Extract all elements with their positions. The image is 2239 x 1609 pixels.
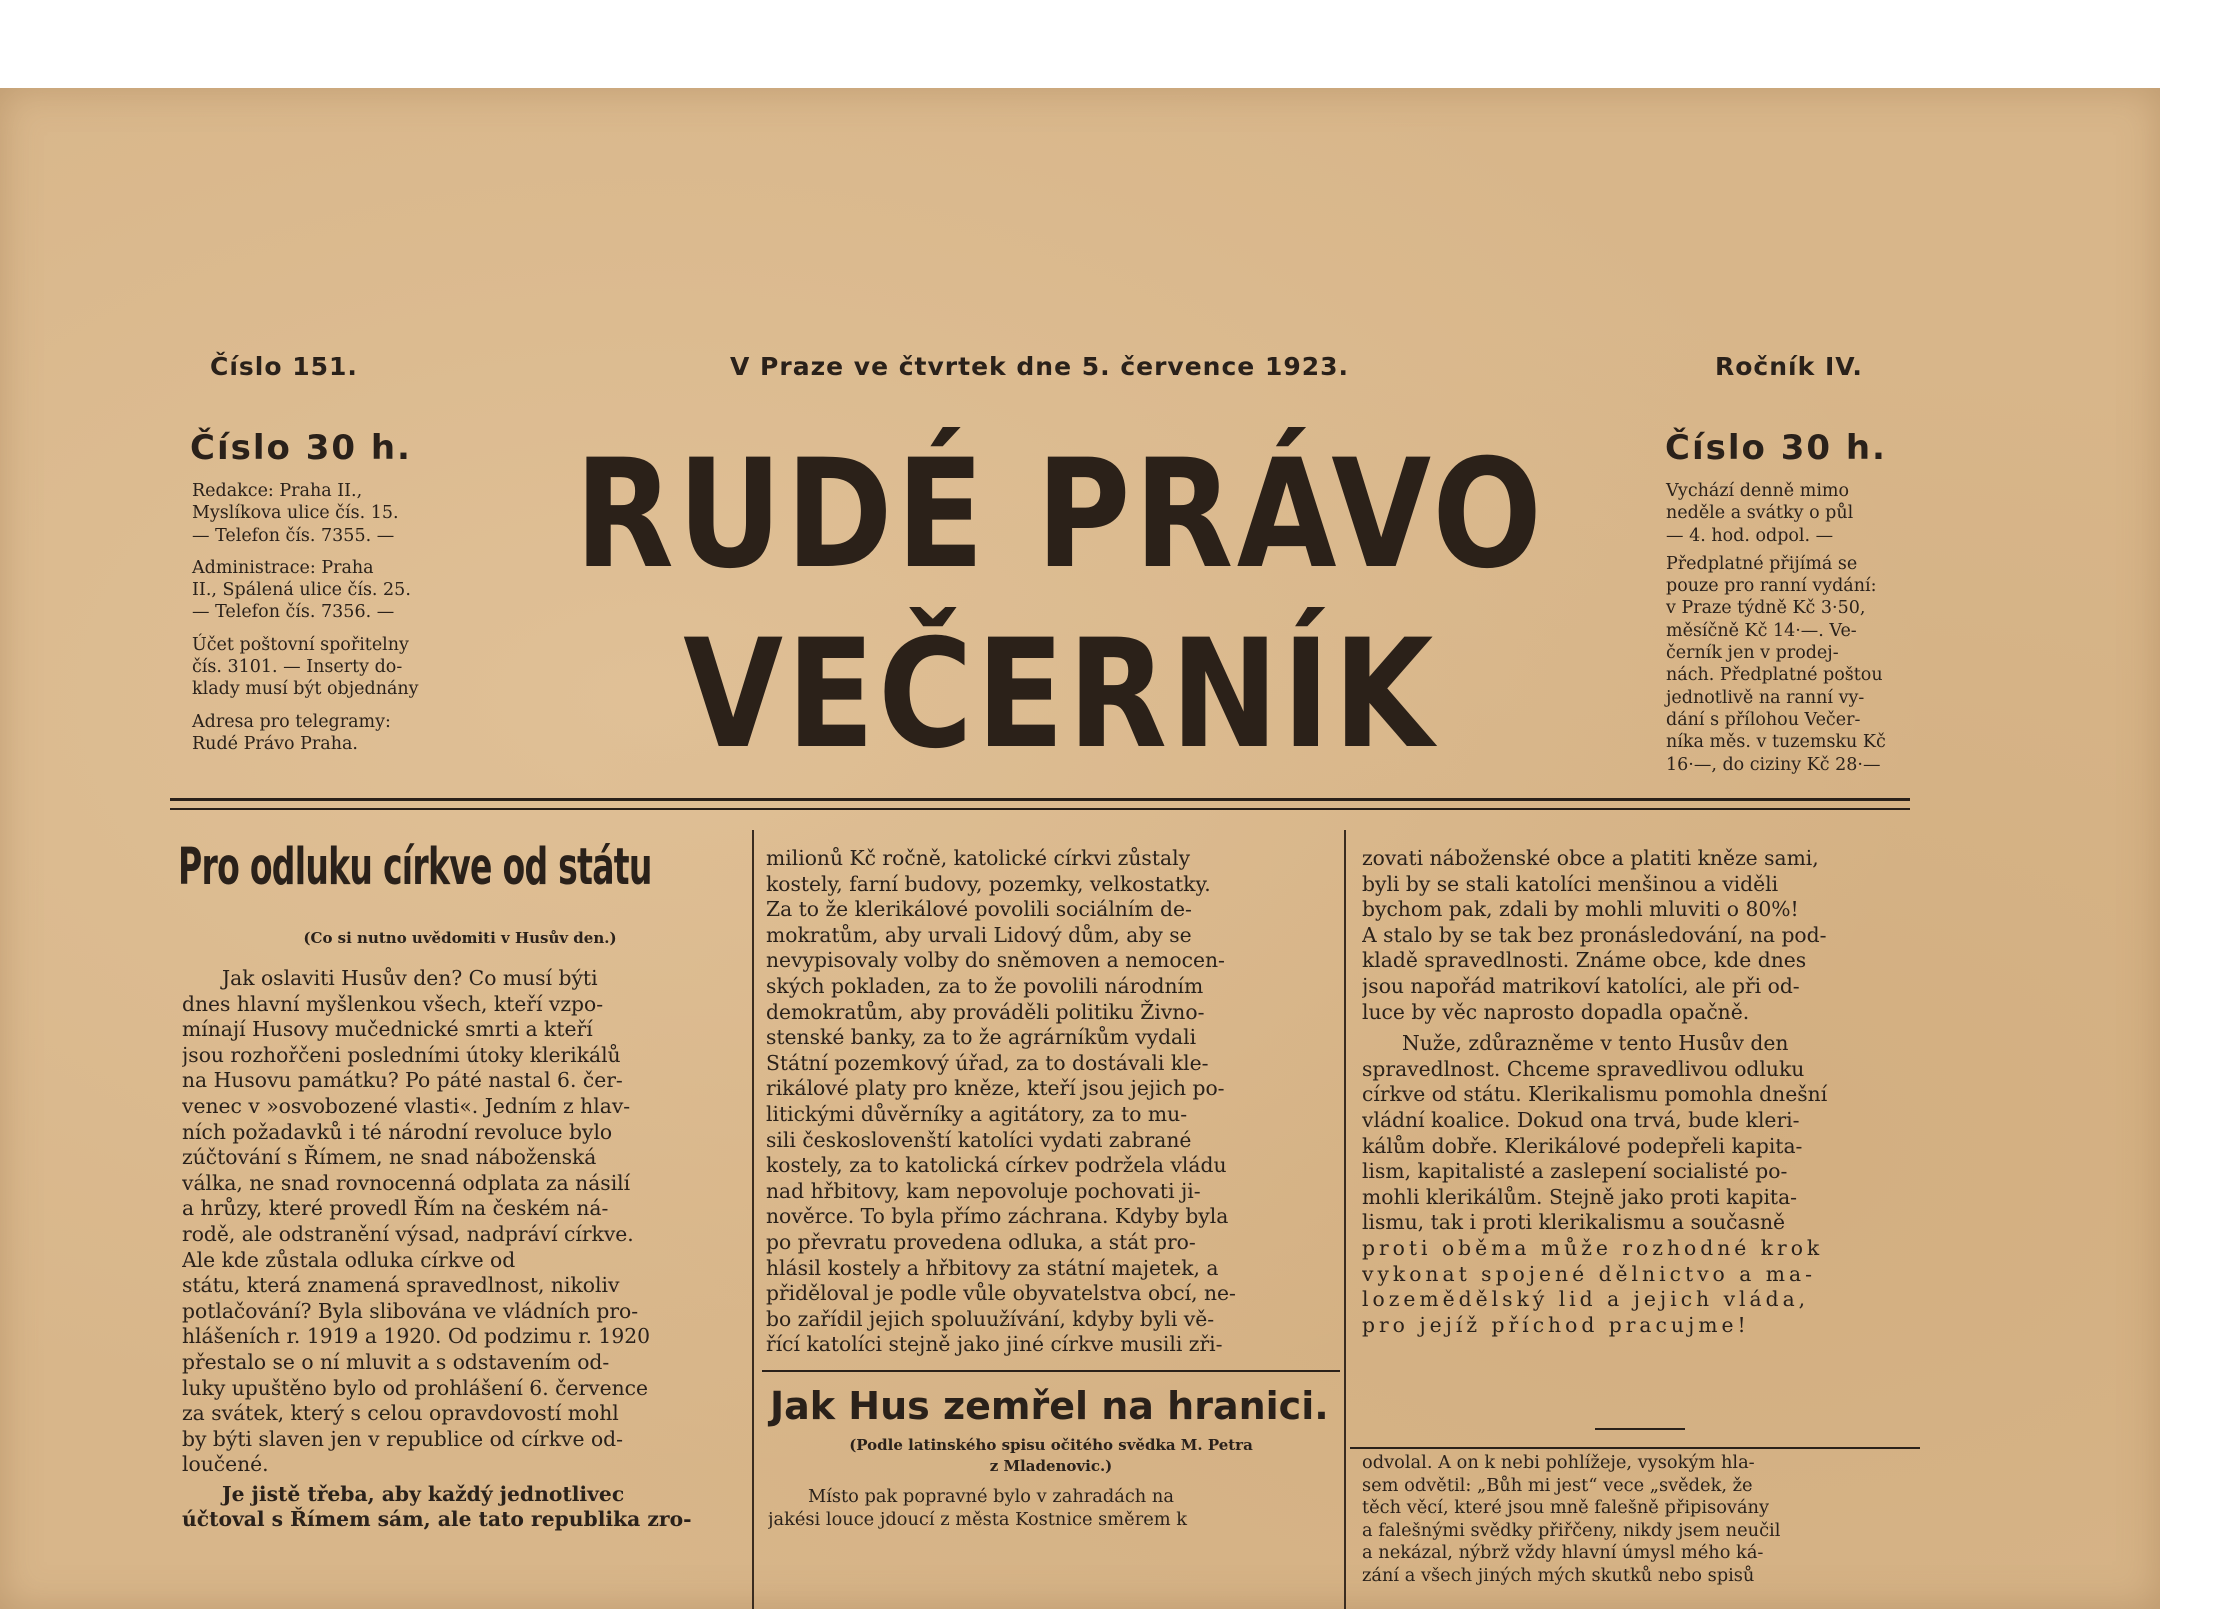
text-line: na Husovu památku? Po páté nastal 6. čer- <box>182 1068 623 1093</box>
text-line: odvolal. A on k nebi pohlížeje, vysokým hla- <box>1362 1452 1755 1473</box>
text-line: vykonat spojené dělnictvo a ma- <box>1362 1261 1816 1286</box>
text-line: válka, ne snad rovnocenná odplata za násilí <box>182 1170 631 1195</box>
right-info-line: — 4. hod. odpol. — <box>1666 525 1834 546</box>
article2-subtitle <box>762 1435 1340 1477</box>
text-line: Jak oslaviti Husův den? Co musí býti <box>222 966 598 990</box>
article-column-3 <box>1362 846 1918 1338</box>
text-line: účtoval s Římem sám, ale tato republika zro- <box>182 1507 692 1532</box>
text-line: kálům dobře. Klerikálové podepřeli kapita- <box>1362 1133 1803 1158</box>
left-info-line: Adresa pro telegramy: <box>192 711 391 732</box>
article-separator <box>1350 1447 1920 1449</box>
column-divider <box>1344 830 1346 1609</box>
text-line: sili českoslovenští katolíci vydati zabrané <box>766 1127 1192 1152</box>
left-info-line: II., Spálená ulice čís. 25. <box>192 580 411 601</box>
right-info-line: jednotlivě na ranní vy- <box>1666 687 1865 708</box>
article-column-1 <box>182 966 738 1533</box>
text-line: potlačování? Byla slibována ve vládních pro- <box>182 1298 639 1323</box>
column-divider <box>752 830 754 1609</box>
text-line: A stalo by se tak bez pronásledování, na pod- <box>1362 922 1827 947</box>
right-info-line: níka měs. v tuzemsku Kč <box>1666 732 1886 753</box>
left-info-line: čís. 3101. — Inserty do- <box>192 657 403 678</box>
text-line: ních požadavků i té národní revoluce bylo <box>182 1119 613 1144</box>
text-line: venec v »osvobozené vlasti«. Jedním z hlav- <box>182 1093 631 1118</box>
text-line: Za to že klerikálové povolili sociálním de- <box>766 897 1192 922</box>
issue-date: V Praze ve čtvrtek dne 5. července 1923. <box>730 352 1350 381</box>
text-line: spravedlnost. Chceme spravedlivou odluku <box>1362 1056 1805 1081</box>
text-line: pro jejíž příchod pracujme! <box>1362 1312 1750 1337</box>
text-line: státu, která znamená spravedlnost, nikoliv <box>182 1273 620 1298</box>
text-line: hlášeních r. 1919 a 1920. Od podzimu r. 1920 <box>182 1324 651 1349</box>
left-info-line: Redakce: Praha II., <box>192 481 363 501</box>
text-line: sem odvětil: „Bůh mi jest“ vece „svědek, že <box>1362 1474 1753 1496</box>
volume-number: Ročník IV. <box>1715 352 1863 381</box>
right-info-line: dání s přílohou Večer- <box>1666 709 1861 730</box>
left-info-box <box>192 480 442 755</box>
text-line: kostely, farní budovy, pozemky, velkostatky. <box>766 871 1211 896</box>
masthead-line2: VEČERNÍK <box>683 608 1437 782</box>
article2-column-3 <box>1362 1452 1918 1588</box>
text-line: za svátek, který s celou opravdovostí mohl <box>182 1401 619 1426</box>
issue-number: Číslo 151. <box>210 352 358 381</box>
article-subtitle: (Co si nutno uvědomiti v Husův den.) <box>303 929 617 947</box>
text-line: bychom pak, zdali by mohli mluviti o 80%! <box>1362 897 1799 922</box>
text-line: lozemědělský lid a jejich vláda, <box>1362 1287 1810 1312</box>
text-line: by býti slaven jen v republice od církve od- <box>182 1426 623 1451</box>
masthead-line1: RUDÉ PRÁVO <box>574 428 1546 602</box>
left-info-line: — Telefon čís. 7355. — <box>192 525 395 546</box>
text-line: a nekázal, nýbrž vždy hlavní úmysl mého ká- <box>1362 1542 1764 1564</box>
text-line: nad hřbitovy, kam nepovoluje pochovati ji- <box>766 1178 1201 1203</box>
text-line: proti oběma může rozhodné krok <box>1362 1235 1824 1260</box>
masthead-rule-thin <box>170 808 1910 810</box>
masthead-rule <box>170 798 1910 801</box>
right-price: Číslo 30 h. <box>1665 428 1887 468</box>
text-line: dnes hlavní myšlenkou všech, kteří vzpo- <box>182 991 604 1016</box>
right-info-line: Vychází denně mimo <box>1666 481 1850 501</box>
article-end-rule <box>1595 1428 1685 1430</box>
text-line: církve od státu. Klerikalismu pomohla dnešní <box>1362 1082 1828 1107</box>
text-line: lism, kapitalisté a zaslepení socialisté po- <box>1362 1159 1788 1184</box>
text-line: nevypisovaly volby do sněmoven a nemocen- <box>766 948 1225 973</box>
text-line: po převratu provedena odluka, a stát pro- <box>766 1229 1196 1254</box>
text-line: zúčtování s Římem, ne snad náboženská <box>182 1145 597 1170</box>
right-info-line: měsíčně Kč 14·—. Ve- <box>1666 620 1857 641</box>
article2-headline: Jak Hus zemřel na hranici. <box>770 1384 1329 1428</box>
text-line: litickými důvěrníky a agitátory, za to mu- <box>766 1101 1188 1126</box>
text-line: jsou napořád matrikoví katolíci, ale při od- <box>1362 973 1800 998</box>
article2-subtitle-line: (Podle latinského spisu očitého svědka M. Petra <box>849 1436 1253 1454</box>
article-headline: Pro odluku církve od státu <box>178 838 652 897</box>
text-line: milionů Kč ročně, katolické církvi zůstaly <box>766 846 1191 870</box>
text-line: demokratům, aby prováděli politiku Živno- <box>766 999 1205 1024</box>
text-line: Ale kde zůstala odluka církve od <box>182 1247 516 1272</box>
text-line: bo zařídil jejich spoluužívání, kdyby byli vě- <box>766 1306 1215 1331</box>
text-line: luky upuštěno bylo od prohlášení 6. července <box>182 1375 649 1400</box>
text-line: Místo pak popravné bylo v zahradách na <box>808 1486 1174 1507</box>
text-line: byli by se stali katolíci menšinou a viděli <box>1362 871 1779 896</box>
left-info-line: Myslíkova ulice čís. 15. <box>192 503 399 524</box>
left-info-line: Rudé Právo Praha. <box>192 733 358 754</box>
right-info-box <box>1666 480 1906 776</box>
text-line: řící katolíci stejně jako jiné církve musili zři- <box>766 1332 1223 1357</box>
text-line: těch věcí, které jsou mně falešně připisovány <box>1362 1497 1770 1519</box>
text-line: Nuže, zdůrazněme v tento Husův den <box>1402 1031 1789 1056</box>
text-line: stenské banky, za to že agrárníkům vydali <box>766 1025 1197 1050</box>
article-separator <box>762 1370 1340 1372</box>
text-line: přestalo se o ní mluvit a s odstavením od- <box>182 1349 610 1374</box>
text-line: nověrce. To byla přímo záchrana. Kdyby byla <box>766 1204 1229 1229</box>
text-line: Je jistě třeba, aby každý jednotlivec <box>222 1481 625 1506</box>
text-line: rodě, ale odstranění výsad, nadpráví církve. <box>182 1221 634 1246</box>
text-line: loučené. <box>182 1452 269 1477</box>
text-line: vládní koalice. Dokud ona trvá, bude kleri- <box>1362 1107 1800 1132</box>
text-line: mínají Husovy mučednické smrti a kteří <box>182 1017 593 1042</box>
left-info-line: — Telefon čís. 7356. — <box>192 602 395 623</box>
left-info-line: Administrace: Praha <box>192 557 374 578</box>
text-line: přiděloval je podle vůle obyvatelstva obcí, ne- <box>766 1281 1236 1306</box>
text-line: lismu, tak i proti klerikalismu a současně <box>1362 1210 1786 1235</box>
right-info-line: 16·—, do ciziny Kč 28·— <box>1666 754 1881 775</box>
text-line: zovati náboženské obce a platiti kněze sami, <box>1362 846 1819 870</box>
text-line: Státní pozemkový úřad, za to dostávali kle- <box>766 1050 1209 1075</box>
left-price: Číslo 30 h. <box>190 428 412 468</box>
right-info-line: pouze pro ranní vydání: <box>1666 576 1877 597</box>
left-info-line: Účet poštovní spořitelny <box>192 634 409 655</box>
text-line: kladě spravedlnosti. Známe obce, kde dnes <box>1362 948 1807 973</box>
left-info-line: klady musí být objednány <box>192 679 419 700</box>
right-info-line: Předplatné přijímá se <box>1666 553 1858 574</box>
right-info-line: v Praze týdně Kč 3·50, <box>1666 598 1866 619</box>
right-info-line: černík jen v prodej- <box>1666 643 1839 664</box>
text-line: ských pokladen, za to že povolili národním <box>766 973 1204 998</box>
text-line: mohli klerikálům. Stejně jako proti kapita- <box>1362 1184 1798 1209</box>
article2-column-2 <box>768 1486 1332 1531</box>
text-line: jsou rozhořčeni posledními útoky klerikálů <box>182 1042 621 1067</box>
text-line: mokratům, aby urvali Lidový dům, aby se <box>766 922 1192 947</box>
text-line: hlásil kostely a hřbitovy za státní majetek, a <box>766 1255 1219 1280</box>
right-info-line: neděle a svátky o půl <box>1666 503 1854 524</box>
article2-subtitle-line: z Mladenovic.) <box>989 1457 1113 1475</box>
article-column-2 <box>766 846 1331 1358</box>
text-line: rikálové platy pro kněze, kteří jsou jejich po- <box>766 1076 1225 1101</box>
right-info-line: nách. Předplatné poštou <box>1666 665 1883 686</box>
text-line: jakési louce jdoucí z města Kostnice směrem k <box>768 1508 1188 1530</box>
text-line: luce by věc naprosto dopadla opačně. <box>1362 999 1750 1024</box>
text-line: kostely, za to katolická církev podržela vládu <box>766 1153 1227 1178</box>
text-line: a falešnými svědky přiřčeny, nikdy jsem neučil <box>1362 1519 1781 1541</box>
text-line: zání a všech jiných mých skutků nebo spisů <box>1362 1564 1755 1586</box>
text-line: a hrůzy, které provedl Řím na českém ná- <box>182 1196 609 1221</box>
